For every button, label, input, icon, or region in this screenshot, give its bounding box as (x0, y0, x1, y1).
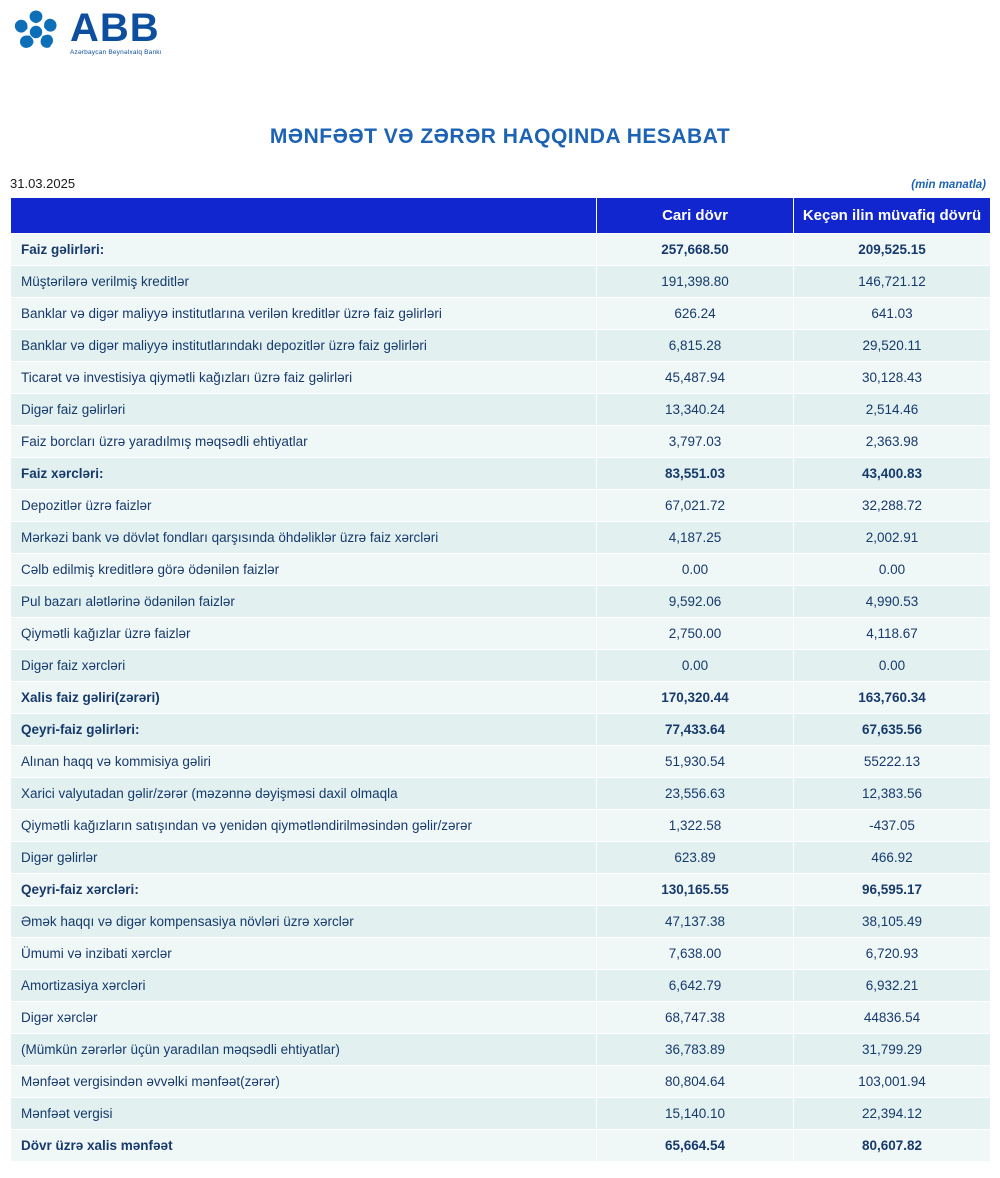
row-current-value: 1,322.58 (597, 810, 794, 842)
row-label: Pul bazarı alətlərinə ödənilən faizlər (11, 586, 597, 618)
row-previous-value: 29,520.11 (794, 330, 991, 362)
brand-logo (12, 8, 162, 57)
row-current-value: 0.00 (597, 554, 794, 586)
row-label: Banklar və digər maliyyə institutlarına verilən kreditlər üzrə faiz gəlirləri (11, 298, 597, 330)
row-current-value: 191,398.80 (597, 266, 794, 298)
row-label: Ticarət və investisiya qiymətli kağızları üzrə faiz gəlirləri (11, 362, 597, 394)
row-previous-value: 209,525.15 (794, 234, 991, 266)
table-row (11, 234, 991, 266)
row-previous-value: 44836.54 (794, 1002, 991, 1034)
row-current-value: 68,747.38 (597, 1002, 794, 1034)
row-previous-value: 30,128.43 (794, 362, 991, 394)
row-label: Mərkəzi bank və dövlət fondları qarşısında öhdəliklər üzrə faiz xərcləri (11, 522, 597, 554)
row-previous-value: 32,288.72 (794, 490, 991, 522)
table-row (11, 1098, 991, 1130)
table-row (11, 810, 991, 842)
row-previous-value: 12,383.56 (794, 778, 991, 810)
profit-loss-table (10, 197, 991, 1162)
table-row (11, 874, 991, 906)
row-label: Mənfəət vergisi (11, 1098, 597, 1130)
table-row (11, 938, 991, 970)
row-label: Qeyri-faiz gəlirləri: (11, 714, 597, 746)
row-previous-value: 163,760.34 (794, 682, 991, 714)
row-current-value: 2,750.00 (597, 618, 794, 650)
row-previous-value: 2,363.98 (794, 426, 991, 458)
row-current-value: 6,815.28 (597, 330, 794, 362)
row-current-value: 13,340.24 (597, 394, 794, 426)
row-current-value: 3,797.03 (597, 426, 794, 458)
row-label: Qiymətli kağızlar üzrə faizlər (11, 618, 597, 650)
report-date: 31.03.2025 (10, 176, 76, 191)
table-row (11, 362, 991, 394)
row-previous-value: 641.03 (794, 298, 991, 330)
row-current-value: 47,137.38 (597, 906, 794, 938)
table-row (11, 618, 991, 650)
row-current-value: 45,487.94 (597, 362, 794, 394)
row-label: Əmək haqqı və digər kompensasiya növləri üzrə xərclər (11, 906, 597, 938)
logo-text-block (70, 8, 162, 57)
row-previous-value: 2,514.46 (794, 394, 991, 426)
row-current-value: 51,930.54 (597, 746, 794, 778)
row-current-value: 23,556.63 (597, 778, 794, 810)
table-row (11, 714, 991, 746)
row-current-value: 6,642.79 (597, 970, 794, 1002)
row-current-value: 65,664.54 (597, 1130, 794, 1162)
table-row (11, 970, 991, 1002)
row-label: Qeyri-faiz xərcləri: (11, 874, 597, 906)
row-previous-value: -437.05 (794, 810, 991, 842)
row-previous-value: 96,595.17 (794, 874, 991, 906)
table-row (11, 298, 991, 330)
row-current-value: 4,187.25 (597, 522, 794, 554)
row-label: Müştərilərə verilmiş kreditlər (11, 266, 597, 298)
table-row (11, 650, 991, 682)
row-previous-value: 103,001.94 (794, 1066, 991, 1098)
report-unit: (min manatla) (911, 179, 986, 191)
table-row (11, 490, 991, 522)
row-current-value: 626.24 (597, 298, 794, 330)
table-row (11, 554, 991, 586)
row-label: Banklar və digər maliyyə institutlarındakı depozitlər üzrə faiz gəlirləri (11, 330, 597, 362)
row-previous-value: 466.92 (794, 842, 991, 874)
table-row (11, 1034, 991, 1066)
row-previous-value: 6,932.21 (794, 970, 991, 1002)
row-label: Digər faiz gəlirləri (11, 394, 597, 426)
row-label: Xalis faiz gəliri(zərəri) (11, 682, 597, 714)
row-previous-value: 4,990.53 (794, 586, 991, 618)
table-row (11, 330, 991, 362)
page-title: MƏNFƏƏT VƏ ZƏRƏR HAQQINDA HESABAT (269, 125, 731, 148)
row-label: (Mümkün zərərlər üçün yaradılan məqsədli ehtiyatlar) (11, 1034, 597, 1066)
header-current-period: Cari dövr (597, 198, 794, 234)
header-label-column (11, 198, 597, 234)
table-row (11, 458, 991, 490)
row-label: Xarici valyutadan gəlir/zərər (məzənnə dəyişməsi daxil olmaqla (11, 778, 597, 810)
table-row (11, 778, 991, 810)
table-row (11, 394, 991, 426)
row-label: Mənfəət vergisindən əvvəlki mənfəət(zərər) (11, 1066, 597, 1098)
row-previous-value: 146,721.12 (794, 266, 991, 298)
row-label: Digər faiz xərcləri (11, 650, 597, 682)
table-row (11, 842, 991, 874)
row-previous-value: 0.00 (794, 554, 991, 586)
table-row (11, 1130, 991, 1162)
table-row (11, 522, 991, 554)
row-label: Dövr üzrə xalis mənfəət (11, 1130, 597, 1162)
row-previous-value: 0.00 (794, 650, 991, 682)
row-current-value: 15,140.10 (597, 1098, 794, 1130)
row-previous-value: 6,720.93 (794, 938, 991, 970)
table-row (11, 1066, 991, 1098)
row-label: Depozitlər üzrə faizlər (11, 490, 597, 522)
row-label: Faiz gəlirləri: (11, 234, 597, 266)
row-label: Faiz borcları üzrə yaradılmış məqsədli ehtiyatlar (11, 426, 597, 458)
row-previous-value: 55222.13 (794, 746, 991, 778)
logo-subtitle: Azərbaycan Beynəlxalq Bankı (70, 49, 162, 56)
row-current-value: 257,668.50 (597, 234, 794, 266)
abb-flower-logo-icon (12, 8, 60, 56)
row-label: Qiymətli kağızların satışından və yenidən qiymətləndirilməsindən gəlir/zərər (11, 810, 597, 842)
table-row (11, 586, 991, 618)
table-row (11, 906, 991, 938)
row-current-value: 7,638.00 (597, 938, 794, 970)
report-meta (10, 176, 986, 191)
table-header-row (11, 198, 991, 234)
row-previous-value: 2,002.91 (794, 522, 991, 554)
row-label: Digər gəlirlər (11, 842, 597, 874)
row-previous-value: 4,118.67 (794, 618, 991, 650)
table-row (11, 746, 991, 778)
row-current-value: 36,783.89 (597, 1034, 794, 1066)
logo-brand-name: ABB (70, 6, 160, 50)
table-row (11, 426, 991, 458)
header-previous-period: Keçən ilin müvafiq dövrü (794, 198, 991, 234)
row-previous-value: 80,607.82 (794, 1130, 991, 1162)
row-previous-value: 38,105.49 (794, 906, 991, 938)
row-current-value: 0.00 (597, 650, 794, 682)
row-current-value: 80,804.64 (597, 1066, 794, 1098)
row-label: Faiz xərcləri: (11, 458, 597, 490)
row-label: Amortizasiya xərcləri (11, 970, 597, 1002)
table-row (11, 682, 991, 714)
row-label: Ümumi və inzibati xərclər (11, 938, 597, 970)
row-current-value: 77,433.64 (597, 714, 794, 746)
row-current-value: 170,320.44 (597, 682, 794, 714)
row-current-value: 9,592.06 (597, 586, 794, 618)
row-previous-value: 67,635.56 (794, 714, 991, 746)
table-row (11, 266, 991, 298)
row-current-value: 83,551.03 (597, 458, 794, 490)
table-body (11, 234, 991, 1162)
row-previous-value: 43,400.83 (794, 458, 991, 490)
row-current-value: 623.89 (597, 842, 794, 874)
row-previous-value: 22,394.12 (794, 1098, 991, 1130)
row-current-value: 67,021.72 (597, 490, 794, 522)
row-label: Digər xərclər (11, 1002, 597, 1034)
row-previous-value: 31,799.29 (794, 1034, 991, 1066)
row-label: Alınan haqq və kommisiya gəliri (11, 746, 597, 778)
row-label: Cəlb edilmiş kreditlərə görə ödənilən faizlər (11, 554, 597, 586)
row-current-value: 130,165.55 (597, 874, 794, 906)
table-row (11, 1002, 991, 1034)
